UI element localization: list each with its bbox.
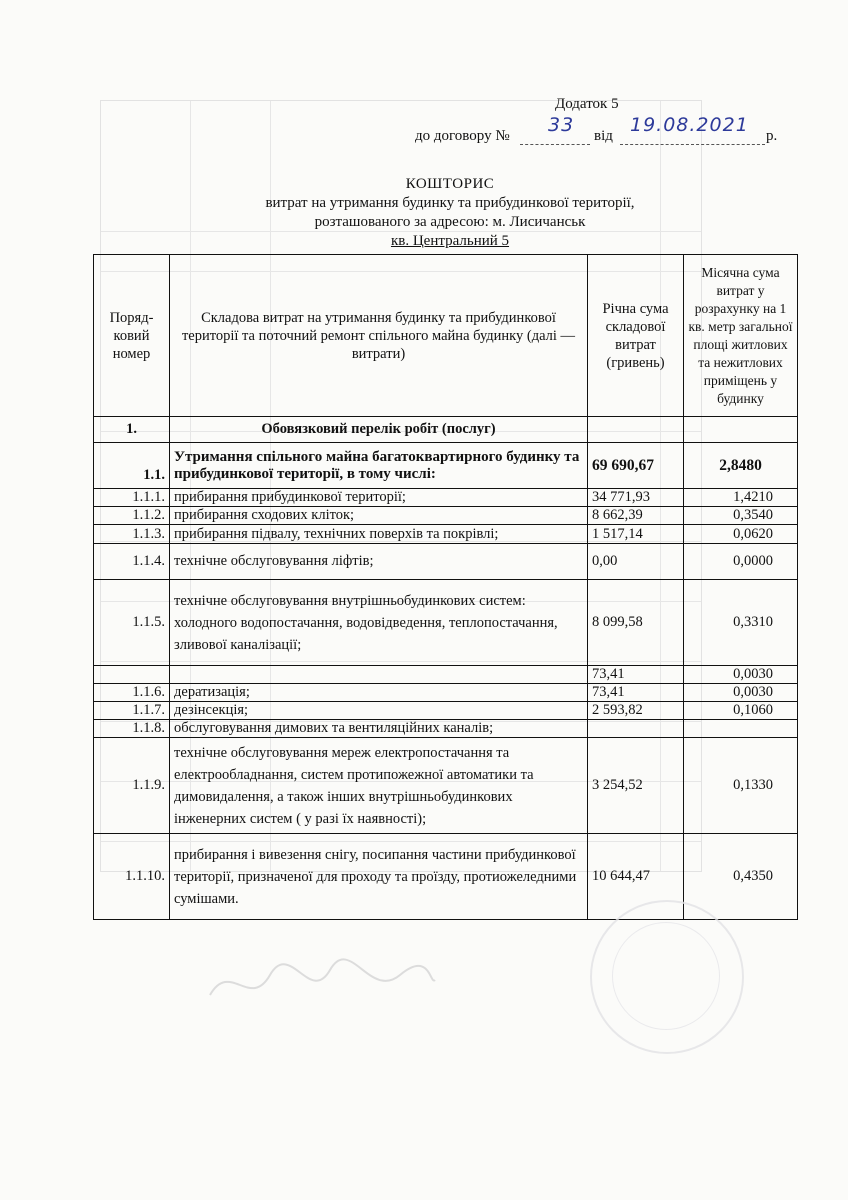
row-monthly: 0,1330 xyxy=(684,738,798,834)
group-number: 1.1. xyxy=(94,443,170,489)
col-header-number: Поряд-ковий номер xyxy=(94,255,170,417)
row-number: 1.1.5. xyxy=(94,580,170,666)
contract-date: 19.08.2021 xyxy=(630,114,749,136)
title-heading: КОШТОРИС xyxy=(405,176,495,192)
row-annual: 1 517,14 xyxy=(588,525,684,544)
row-name: прибирання підвалу, технічних поверхів та покрівлі; xyxy=(170,525,588,544)
row-number: 1.1.2. xyxy=(94,507,170,525)
row-number: 1.1.3. xyxy=(94,525,170,544)
row-name: технічне обслуговування ліфтів; xyxy=(170,544,588,580)
cost-estimate-table xyxy=(93,254,798,920)
title-line-1: витрат на утримання будинку та прибудинкової території, xyxy=(265,195,635,211)
addendum-label: Додаток 5 xyxy=(555,96,619,112)
table-row xyxy=(94,720,798,738)
stamp-seal xyxy=(590,900,744,1054)
row-monthly: 0,0000 xyxy=(684,544,798,580)
row-annual: 73,41 xyxy=(588,666,684,684)
title-line-3: кв. Центральний 5 xyxy=(390,233,510,249)
row-number: 1.1.9. xyxy=(94,738,170,834)
table-row xyxy=(94,489,798,507)
title-line-2: розташованого за адресою: м. Лисичанськ xyxy=(314,214,586,230)
table-row xyxy=(94,702,798,720)
year-suffix: р. xyxy=(766,128,778,144)
row-annual: 8 099,58 xyxy=(588,580,684,666)
document-title xyxy=(170,175,730,251)
section-number: 1. xyxy=(94,417,170,443)
row-monthly: 0,0620 xyxy=(684,525,798,544)
row-annual: 2 593,82 xyxy=(588,702,684,720)
row-name: обслуговування димових та вентиляційних каналів; xyxy=(170,720,588,738)
row-name: прибирання прибудинкової території; xyxy=(170,489,588,507)
table-row xyxy=(94,580,798,666)
row-monthly: 0,0030 xyxy=(684,684,798,702)
row-annual: 34 771,93 xyxy=(588,489,684,507)
row-annual: 3 254,52 xyxy=(588,738,684,834)
row-name: прибирання і вивезення снігу, посипання частини прибудинкової території, призначеної для проходу та проїзду, протиожеледними сумішами. xyxy=(170,834,588,920)
contract-date-line xyxy=(620,144,765,145)
row-number: 1.1.1. xyxy=(94,489,170,507)
row-number: 1.1.6. xyxy=(94,684,170,702)
col-header-annual: Річна сума складової витрат (гривень) xyxy=(588,255,684,417)
row-monthly: 0,1060 xyxy=(684,702,798,720)
section-title: Обовязковий перелік робіт (послуг) xyxy=(170,417,588,443)
row-annual: 0,00 xyxy=(588,544,684,580)
row-number: 1.1.7. xyxy=(94,702,170,720)
group-annual: 69 690,67 xyxy=(588,443,684,489)
table-row xyxy=(94,525,798,544)
contract-prefix: до договору № xyxy=(415,128,510,144)
contract-number-line xyxy=(520,144,590,145)
row-monthly: 0,3310 xyxy=(684,580,798,666)
row-annual: 73,41 xyxy=(588,684,684,702)
table-row xyxy=(94,738,798,834)
row-annual: 10 644,47 xyxy=(588,834,684,920)
group-monthly: 2,8480 xyxy=(684,443,798,489)
row-name: технічне обслуговування внутрішньобудинкових систем: холодного водопостачання, водовідведення, теплопостачання, зливової каналізації; xyxy=(170,580,588,666)
signature xyxy=(200,955,440,1015)
col-header-item: Складова витрат на утримання будинку та прибудинкової території та поточний ремонт спільного майна будинку (далі — витрати) xyxy=(170,255,588,417)
row-name: дератизація; xyxy=(170,684,588,702)
row-name: технічне обслуговування мереж електропостачання та електрообладнання, систем протипожежної автоматики та димовидалення, а також інших внутрішньобудинкових інженерних систем ( у разі їх наявності); xyxy=(170,738,588,834)
table-row xyxy=(94,544,798,580)
row-monthly: 0,3540 xyxy=(684,507,798,525)
table-header-row xyxy=(94,255,798,417)
row-name: дезінсекція; xyxy=(170,702,588,720)
row-monthly: 1,4210 xyxy=(684,489,798,507)
date-prefix: від xyxy=(594,128,613,144)
section-row xyxy=(94,417,798,443)
row-annual: 8 662,39 xyxy=(588,507,684,525)
col-header-monthly: Місячна сума витрат у розрахунку на 1 кв. метр загальної площі житлових та нежитлових приміщень у будинку xyxy=(684,255,798,417)
group-title: Утримання спільного майна багатоквартирного будинку та прибудинкової території, в тому числі: xyxy=(170,443,588,489)
row-monthly: 0,0030 xyxy=(684,666,798,684)
row-name: прибирання сходових кліток; xyxy=(170,507,588,525)
row-number: 1.1.4. xyxy=(94,544,170,580)
table-row xyxy=(94,666,798,684)
group-row xyxy=(94,443,798,489)
table-row xyxy=(94,507,798,525)
row-number: 1.1.8. xyxy=(94,720,170,738)
contract-number: 33 xyxy=(548,114,575,136)
table-row xyxy=(94,684,798,702)
row-number: 1.1.10. xyxy=(94,834,170,920)
row-monthly: 0,4350 xyxy=(684,834,798,920)
